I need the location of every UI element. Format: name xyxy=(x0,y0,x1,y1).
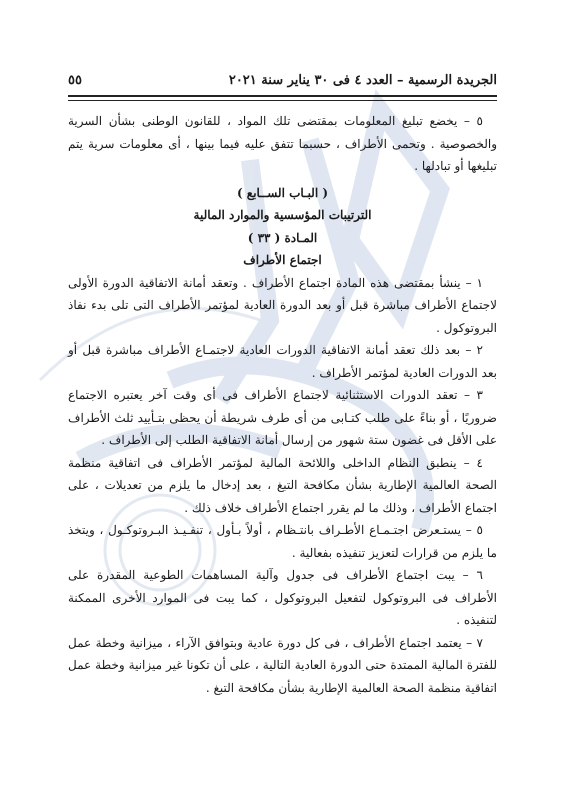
page-content xyxy=(68,110,497,699)
article-heading: المـادة ( ٣٣ ) xyxy=(247,230,318,245)
article-paragraph-5: ٥ – يستـعرض اجتـمـاع الأطـراف بانتـظام ، أولاً بـأول ، تنفـيـذ البـروتوكـول ، ويتخذ ما يلزم من قرارات لتعزيز تنفيذه بفعالية . xyxy=(68,523,497,560)
header-rule xyxy=(68,95,497,101)
journal-title: الجريدة الرسمية – العدد ٤ فى ٣٠ يناير سنة ٢٠٢١ xyxy=(228,73,497,88)
article-paragraph-4: ٤ – ينطبق النظام الداخلى واللائحة المالية لمؤتمر الأطراف فى اتفاقية منظمة الصحة العالمية الإطارية بشأن مكافحة التبغ ، بعد إدخال ما يلزم من تعديلات ، على اجتماع الأطراف ، وذلك ما لم يقرر اجتماع الأطراف خلاف ذلك . xyxy=(68,455,497,515)
article-paragraph-1: ١ – ينشأ بمقتضى هذه المادة اجتماع الأطراف . وتعقد أمانة الاتفاقية الدورة الأولى لاجتماع الأطراف مباشرة قبل أو بعد الدورة العادية لمؤتمر الأطراف التى تلى بدء نفاذ البروتوكول . xyxy=(68,275,497,335)
chapter-heading: ( البـاب الســابع ) xyxy=(236,185,329,200)
chapter-title: الترتيبات المؤسسية والموارد المالية xyxy=(193,208,372,222)
page-number: ٥٥ xyxy=(68,73,82,88)
intro-paragraph: ٥ – يخضع تبليغ المعلومات بمقتضى تلك المواد ، للقانون الوطنى بشأن السرية والخصوصية . وتحمى الأطراف ، حسبما تتفق عليه فيما بينها ، أى معلومات سرية يتم تبليغها أو تبادلها . xyxy=(68,114,497,173)
article-paragraph-6: ٦ – يبت اجتماع الأطراف فى جدول وآلية المساهمات الطوعية المقدرة على الأطراف فى البروتوكول لتفعيل البروتوكول ، كما يبت فى الموارد الأخرى الممكنة لتنفيذه . xyxy=(68,568,497,627)
article-paragraph-2: ٢ – بعد ذلك تعقد أمانة الاتفاقية الدورات العادية لاجتمـاع الأطراف مباشرة قبل أو بعد الدورات العادية لمؤتمر الأطراف . xyxy=(68,343,497,380)
article-paragraph-3: ٣ – تعقد الدورات الاستثنائية لاجتماع الأطراف فى أى وقت آخر يعتبره الاجتماع ضروريًا ، أو بناءً على طلب كتـابى من أى طرف شريطة أن يحظى بتـأييد ثلث الأطراف على الأقل فى غضون ستة شهور من إرسال أمانة الاتفاقية الطلب إلى الأطراف . xyxy=(68,388,497,447)
article-title: اجتماع الأطراف xyxy=(243,253,322,267)
article-paragraph-7: ٧ – يعتمد اجتماع الأطراف ، فى كل دورة عادية وبتوافق الآراء ، ميزانية وخطة عمل للفترة المالية الممتدة حتى الدورة العادية التالية ، على أن تكونا غير ميزانية وخطة عمل اتفاقية منظمة الصحة العالمية الإطارية بشأن مكافحة التبغ . xyxy=(68,635,497,695)
page-header xyxy=(68,66,497,88)
